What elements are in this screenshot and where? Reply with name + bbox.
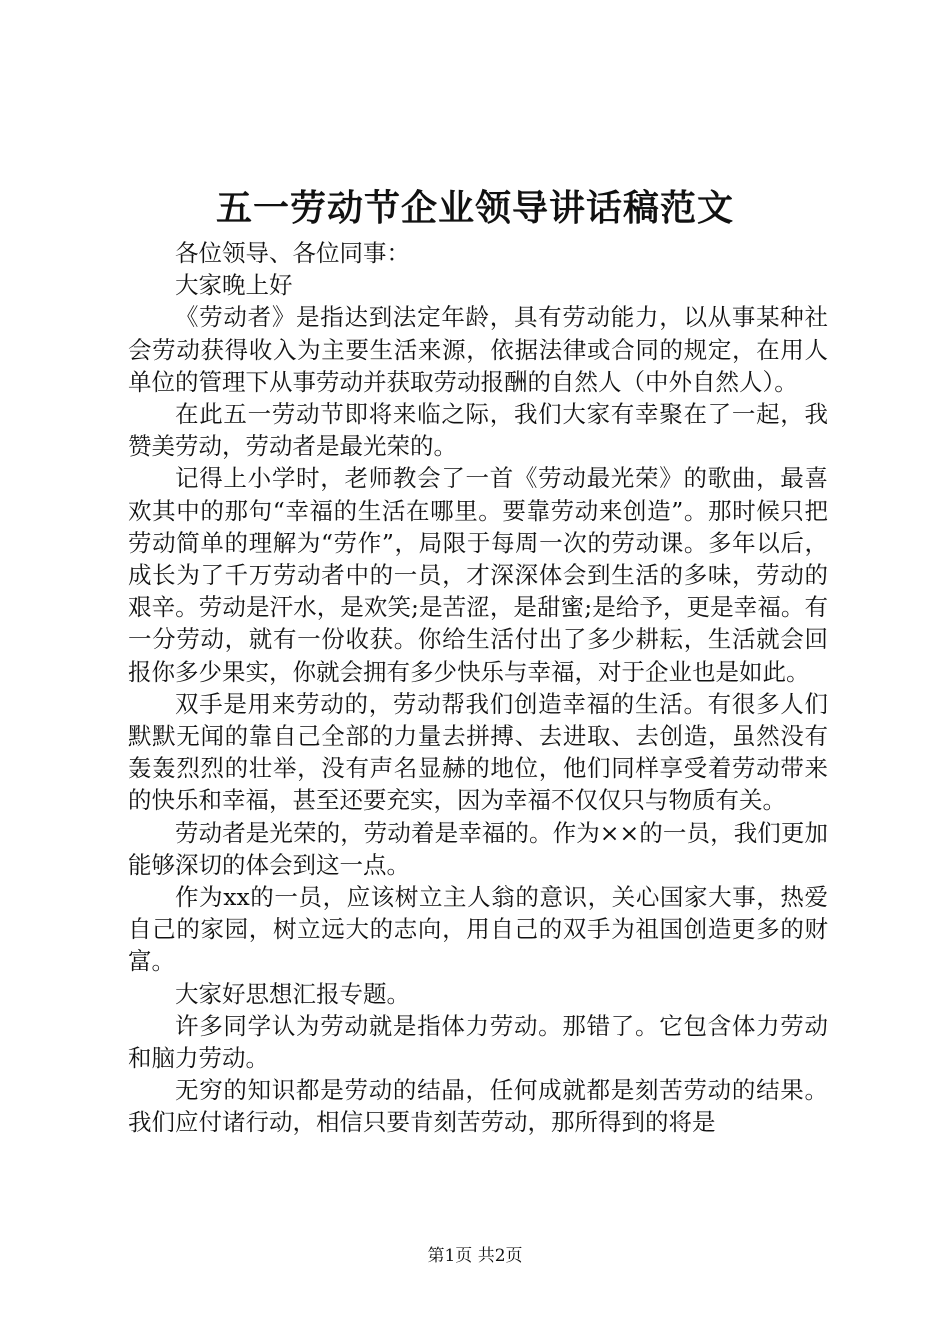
- document-body: [128, 237, 828, 1139]
- paragraph-labor-types: 许多同学认为劳动就是指体力劳动。那错了。它包含体力劳动和脑力劳动。: [128, 1011, 828, 1073]
- paragraph-glory: 劳动者是光荣的，劳动着是幸福的。作为××的一员，我们更加能够深切的体会到这一点。: [128, 818, 828, 879]
- document-title: 五一劳动节企业领导讲话稿范文: [215, 187, 734, 229]
- paragraph-ownership: 作为xx的一员，应该树立主人翁的意识，关心国家大事，热爱自己的家园，树立远大的志向，用自己的双手为祖国创造更多的财富。: [128, 883, 828, 976]
- paragraph-occasion: 在此五一劳动节即将来临之际，我们大家有幸聚在了一起，我赞美劳动，劳动者是最光荣的。: [128, 400, 828, 461]
- paragraph-memory: 记得上小学时，老师教会了一首《劳动最光荣》的歌曲，最喜欢其中的那句“幸福的生活在哪里。要靠劳动来创造”。那时候只把劳动简单的理解为“劳作”，局限于每周一次的劳动课。多年以后，成长为了千万劳动者中的一员，才深深体会到生活的多味，劳动的艰辛。劳动是汗水，是欢笑;是苦涩，是甜蜜;是给予，更是幸福。有一分劳动，就有一份收获。你给生活付出了多少耕耘，生活就会回报你多少果实，你就会拥有多少快乐与幸福，对于企业也是如此。: [128, 464, 828, 686]
- paragraph-hands: 双手是用来劳动的，劳动帮我们创造幸福的生活。有很多人们默默无闻的靠自己全部的力量去拼搏、去进取、去创造，虽然没有轰轰烈烈的壮举，没有声名显赫的地位，他们同样享受着劳动带来的快乐和幸福，甚至还要充实，因为幸福不仅仅只与物质有关。: [128, 689, 828, 815]
- paragraph-salutation: 大家晚上好: [175, 271, 293, 300]
- page-footer: 第1页 共2页: [427, 1246, 523, 1266]
- paragraph-definition: 《劳动者》是指达到法定年龄，具有劳动能力，以从事某种社会劳动获得收入为主要生活来源，依据法律或合同的规定，在用人单位的管理下从事劳动并获取劳动报酬的自然人（中外自然人）。: [128, 303, 828, 396]
- paragraph-knowledge: 无穷的知识都是劳动的结晶，任何成就都是刻苦劳动的结果。我们应付诸行动，相信只要肯刻苦劳动，那所得到的将是: [128, 1076, 828, 1137]
- paragraph-topic: 大家好思想汇报专题。: [175, 979, 410, 1008]
- paragraph-greeting: 各位领导、各位同事：: [175, 239, 410, 267]
